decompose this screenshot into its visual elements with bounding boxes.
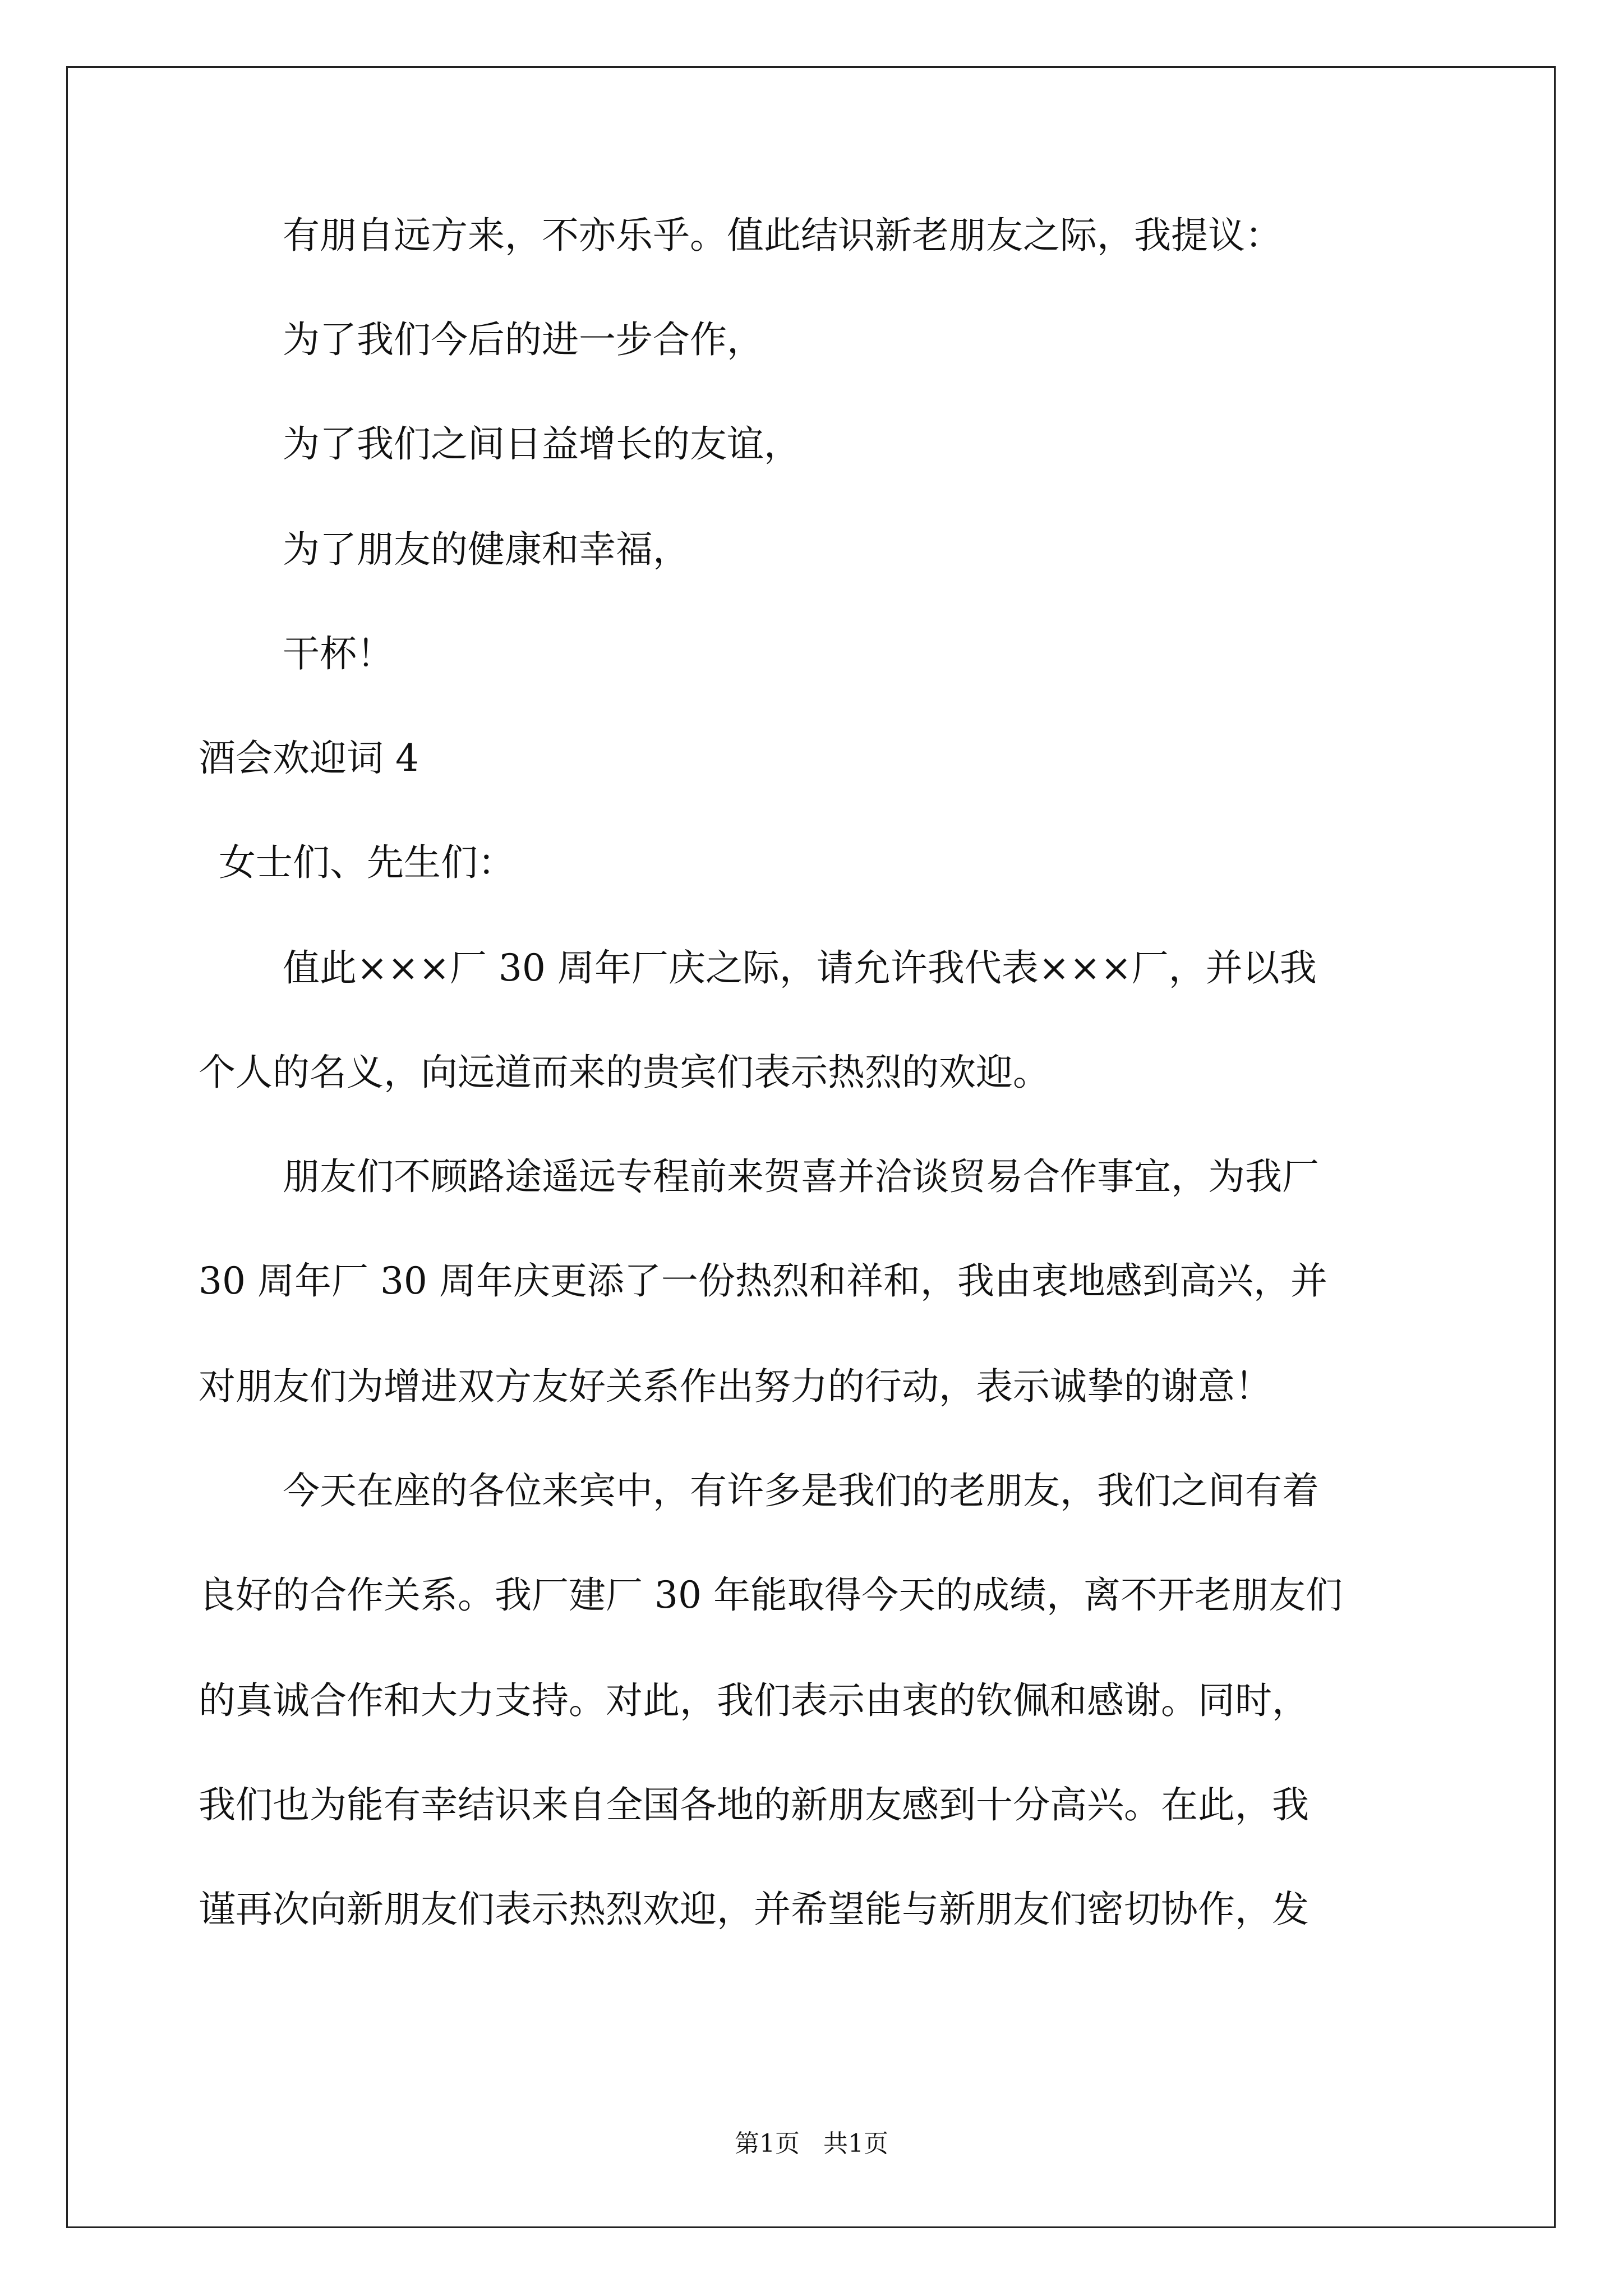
paragraph-line: 良好的合作关系。我厂建厂 30 年能取得今天的成绩，离不开老朋友们 — [199, 1573, 1343, 1617]
salutation: 女士们、先生们： — [219, 841, 515, 884]
paragraph-line: 有朋自远方来，不亦乐乎。值此结识新老朋友之际，我提议： — [283, 214, 1282, 257]
page-number: 第1页 — [735, 2129, 800, 2158]
page-total: 共1页 — [823, 2129, 888, 2158]
page-footer — [0, 2127, 1623, 2161]
paragraph-line: 的真诚合作和大力支持。对此，我们表示由衷的钦佩和感谢。同时， — [199, 1679, 1309, 1722]
paragraph-line: 值此×××厂 30 周年厂庆之际，请允许我代表×××厂，并以我 — [283, 946, 1317, 990]
section-heading: 酒会欢迎词 4 — [199, 737, 419, 780]
paragraph-line: 30 周年厂 30 周年庆更添了一份热烈和祥和，我由衷地感到高兴，并 — [199, 1259, 1327, 1303]
paragraph-line: 个人的名义，向远道而来的贵宾们表示热烈的欢迎。 — [199, 1051, 1050, 1094]
paragraph-line: 谨再次向新朋友们表示热烈欢迎，并希望能与新朋友们密切协作，发 — [199, 1888, 1309, 1931]
paragraph-line: 朋友们不顾路途遥远专程前来贺喜并洽谈贸易合作事宜，为我厂 — [283, 1155, 1319, 1198]
paragraph-line: 为了我们今后的进一步合作， — [283, 318, 764, 361]
paragraph-line: 对朋友们为增进双方友好关系作出努力的行动，表示诚挚的谢意！ — [199, 1365, 1272, 1408]
paragraph-line: 为了我们之间日益增长的友谊， — [283, 422, 801, 466]
paragraph-line: 今天在座的各位来宾中，有许多是我们的老朋友，我们之间有着 — [283, 1469, 1319, 1512]
paragraph-line: 我们也为能有幸结识来自全国各地的新朋友感到十分高兴。在此，我 — [199, 1783, 1309, 1826]
paragraph-line: 干杯！ — [283, 632, 394, 675]
paragraph-line: 为了朋友的健康和幸福， — [283, 528, 690, 571]
